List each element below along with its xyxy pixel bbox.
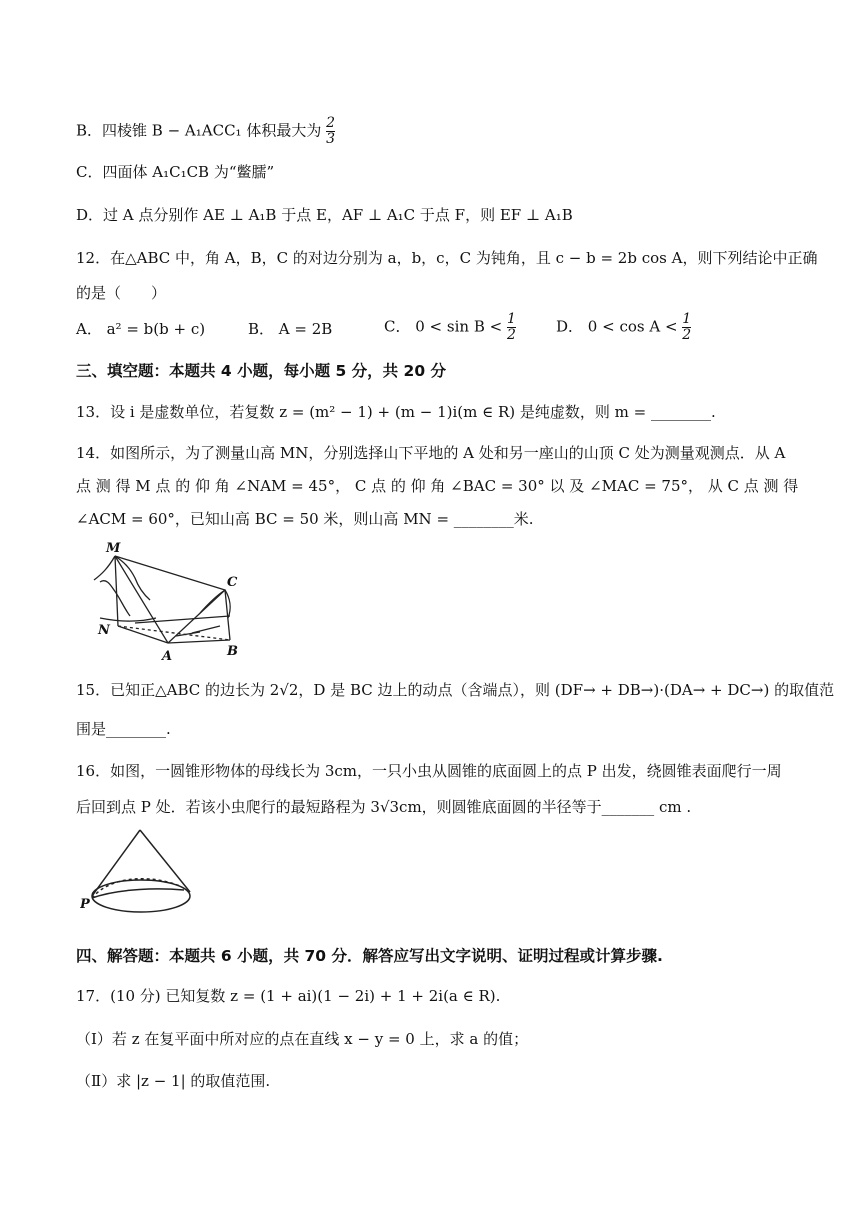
q12-stem-line1: 12．在△ABC 中，角 A，B，C 的对边分别为 a，b，c，C 为钝角，且 c − b = 2b cos A，则下列结论中正确 xyxy=(76,249,818,267)
cone-left-slant xyxy=(92,830,140,896)
q12-stem-line2: 的是（ ） xyxy=(76,284,167,302)
q16-cone-figure xyxy=(80,826,210,926)
mountain-m-slope xyxy=(100,581,130,616)
q12-option-a: A． a² = b(b + c) xyxy=(76,320,206,338)
q12-option-d: D． $0 < \cos A < \frac{1}{2}$ xyxy=(556,311,692,343)
q17-part2: （Ⅱ）求 |z − 1| 的取值范围. xyxy=(76,1072,271,1090)
q15-line2: 围是________. xyxy=(76,720,171,738)
q14-line2: 点 测 得 M 点 的 仰 角 ∠NAM = 45°， C 点 的 仰 角 ∠BAC = 30° 以 及 ∠MAC = 75°， 从 C 点 测 得 xyxy=(76,477,799,495)
mountain-c-hatch xyxy=(176,626,220,636)
q16-line2: 后回到点 P 处．若该小虫爬行的最短路程为 3√3cm，则圆锥底面圆的半径等于_______ cm . xyxy=(76,798,692,816)
ground-left xyxy=(100,618,156,621)
label-m: M xyxy=(106,541,121,556)
q17-stem: 17．(10 分) 已知复数 z = (1 + ai)(1 − 2i) + 1 + 2i(a ∈ R). xyxy=(76,987,501,1005)
section-3-heading: 三、填空题：本题共 4 小题，每小题 5 分，共 20 分 xyxy=(76,362,447,380)
q14-line1: 14．如图所示，为了测量山高 MN，分别选择山下平地的 A 处和另一座山的山顶 C 处为测量观测点．从 A xyxy=(76,444,786,462)
q11-b-fraction: $\frac{2}{3}$ xyxy=(326,115,336,147)
label-b: B xyxy=(227,644,238,659)
label-p: P xyxy=(80,897,90,912)
q14-mountain-figure xyxy=(80,538,250,663)
q12-d-fraction: $\frac{1}{2}$ xyxy=(682,311,692,343)
q12-option-b: B． A = 2B xyxy=(248,320,333,338)
q13: 13．设 i 是虚数单位，若复数 z = (m² − 1) + (m − 1)i(m ∈ R) 是纯虚数，则 m = ________. xyxy=(76,403,716,421)
q12-option-c: C． $0 < \sin B < \frac{1}{2}$ xyxy=(384,311,516,343)
q12-c-fraction: $\frac{1}{2}$ xyxy=(506,311,516,343)
line-ma xyxy=(115,556,168,643)
line-ab xyxy=(168,640,230,643)
label-a: A xyxy=(162,649,173,663)
cone-base-ellipse xyxy=(92,880,190,912)
cone-path-solid xyxy=(92,889,184,898)
mountain-m-outline xyxy=(94,556,150,600)
q11-option-c: C．四面体 A₁C₁CB 为“鳖臑” xyxy=(76,163,275,181)
q16-line1: 16．如图，一圆锥形物体的母线长为 3cm，一只小虫从圆锥的底面圆上的点 P 出发，绕圆锥表面爬行一周 xyxy=(76,762,782,780)
label-n: N xyxy=(98,623,110,638)
label-c: C xyxy=(227,575,238,590)
q11-option-b: B．四棱锥 B − A₁ACC₁ 体积最大为 $\frac{2}{3}$ xyxy=(76,115,336,147)
section-4-heading: 四、解答题：本题共 6 小题，共 70 分．解答应写出文字说明、证明过程或计算步骤. xyxy=(76,947,663,965)
q11-option-d: D．过 A 点分别作 AE ⊥ A₁B 于点 E，AF ⊥ A₁C 于点 F，则 EF ⊥ A₁B xyxy=(76,206,573,224)
q15-line1: 15．已知正△ABC 的边长为 2√2，D 是 BC 边上的动点（含端点），则 (DF→ + DB→)·(DA→ + DC→) 的取值范 xyxy=(76,681,835,699)
q17-part1: （Ⅰ）若 z 在复平面中所对应的点在直线 x − y = 0 上，求 a 的值； xyxy=(76,1030,529,1048)
q14-line3: ∠ACM = 60°，已知山高 BC = 50 米，则山高 MN = ________米. xyxy=(76,510,534,528)
